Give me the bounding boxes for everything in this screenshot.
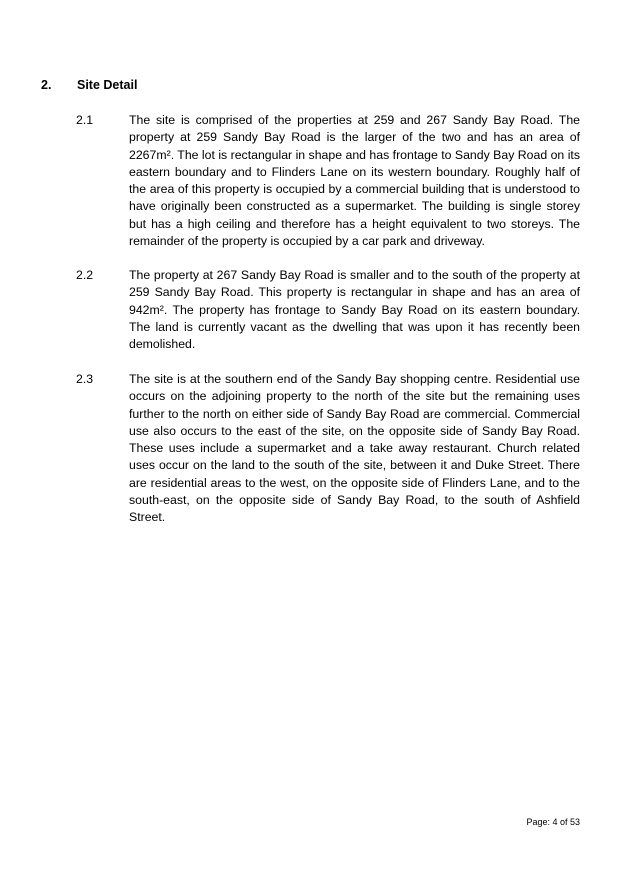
paragraph-text: The site is comprised of the properties at 259 and 267 Sandy Bay Road. The property at 259 Sandy Bay Road is the larger of the two and has an area of 2267m². The lot is rectangular in shape and has frontage to Sandy Bay Road on its eastern boundary and to Flinders Lane on its western boundary. Roughly half of the area of this property is occupied by a commercial building that is understood to have originally been constructed as a supermarket. The building is single storey but has a high ceiling and therefore has a height equivalent to two storeys. The remainder of the property is occupied by a car park and driveway.	[129, 113, 580, 249]
paragraph-number: 2.1	[76, 113, 94, 127]
paragraph-2-3	[76, 371, 580, 527]
section-heading	[41, 77, 137, 93]
page-number-footer: Page: 4 of 53	[526, 817, 580, 827]
paragraph-2-2	[76, 267, 580, 353]
section-number: 2.	[41, 78, 52, 92]
section-title: Site Detail	[77, 78, 138, 92]
paragraph-text: The property at 267 Sandy Bay Road is smaller and to the south of the property at 259 Sandy Bay Road. This property is rectangular in shape and has an area of 942m². The property has frontage to Sandy Bay Road on its eastern boundary. The land is currently vacant as the dwelling that was upon it has recently been demolished.	[129, 268, 580, 352]
paragraph-2-1	[76, 112, 580, 250]
paragraph-text: The site is at the southern end of the Sandy Bay shopping centre. Residential use occurs on the adjoining property to the north of the site but the remaining uses further to the north on either side of Sandy Bay Road are commercial. Commercial use also occurs to the east of the site, on the opposite side of Sandy Bay Road. These uses include a supermarket and a take away restaurant. Church related uses occur on the land to the south of the site, between it and Duke Street. There are residential areas to the west, on the opposite side of Flinders Lane, and to the south-east, on the opposite side of Sandy Bay Road, to the south of Ashfield Street.	[129, 372, 580, 525]
paragraph-number: 2.3	[76, 372, 94, 386]
paragraph-number: 2.2	[76, 268, 94, 282]
